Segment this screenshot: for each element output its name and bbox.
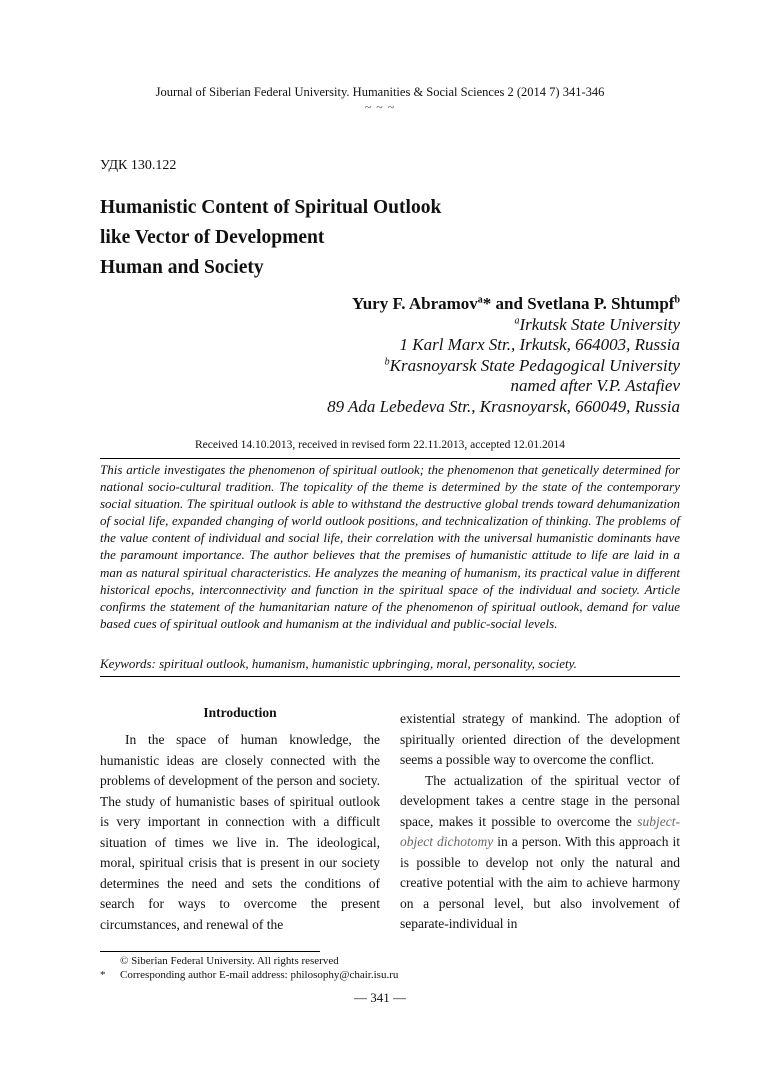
author-1: Yury F. Abramov xyxy=(352,294,478,313)
author-1-sup: a xyxy=(477,294,483,306)
page-number: — 341 — xyxy=(354,990,406,1005)
affiliation-a-name: Irkutsk State University xyxy=(519,314,680,334)
footnote-star: * xyxy=(100,969,106,981)
paragraph-2-start: The actualization of the spiritual vector of development takes a centre stage in the personal space, makes it possible to overcome the xyxy=(400,772,680,829)
title-line-1: Humanistic Content of Spiritual Outlook xyxy=(100,197,442,218)
footnote-rule xyxy=(100,951,320,952)
corresponding-author-footnote: Corresponding author E-mail address: philosophy@chair.isu.ru xyxy=(120,969,399,981)
keywords: Keywords: spiritual outlook, humanism, humanistic upbringing, moral, personality, society. xyxy=(100,656,577,671)
udk-code: УДК 130.122 xyxy=(100,158,177,173)
right-column-paragraph-2 xyxy=(400,771,680,935)
affiliation-b-address: 89 Ada Lebedeva Str., Krasnoyarsk, 660049, Russia xyxy=(327,396,680,416)
left-column xyxy=(100,730,380,935)
copyright-footnote: © Siberian Federal University. All rights reserved xyxy=(120,955,339,967)
right-column-paragraph-1: existential strategy of mankind. The adoption of spiritually oriented direction of the development seems a possible way to overcome the conflict. xyxy=(400,711,680,767)
affiliation-a-sup: a xyxy=(514,314,520,326)
affiliation-a xyxy=(327,315,680,336)
header-ornament: ~ ~ ~ xyxy=(364,100,396,114)
highlighted-term: subject-object dichotomy xyxy=(400,813,680,849)
abstract: This article investigates the phenomenon of spiritual outlook; the phenomenon that genetically determined for national socio-cultural tradition. The topicality of the theme is determined by the state of the contemporary social situation. The spiritual outlook is able to withstand the destructive global trends toward dehumanization of social life, expanded changing of world outlook positions, and technicalization of thinking. The problems of the value content of individual and social life, their correlation with the universal humanistic dominants have the paramount importance. The author believes that the premises of humanistic attitude to life are laid in a man as natural spiritual characteristics. He analyzes the meaning of humanism, its practical value in different historical epochs, interconnectivity and function in the spiritual space of the individual and society. Article confirms the statement of the humanitarian nature of the phenomenon of spiritual outlook, demand for value based cues of spiritual outlook and humanism at the individual and public-social levels. xyxy=(100,462,680,631)
authors-block xyxy=(327,294,680,417)
affiliation-a-address: 1 Karl Marx Str., Irkutsk, 664003, Russia xyxy=(399,335,680,354)
author-names xyxy=(327,294,680,315)
article-title xyxy=(100,193,441,283)
corresponding-mark: * xyxy=(482,294,492,313)
title-line-2: like Vector of Development xyxy=(100,227,325,248)
affiliation-b-sup: b xyxy=(384,355,390,367)
affiliation-b-name: Krasnoyarsk State Pedagogical University xyxy=(389,355,680,375)
journal-header: Journal of Siberian Federal University. Humanities & Social Sciences 2 (2014 7) 341-346 xyxy=(155,85,605,99)
introduction-heading: Introduction xyxy=(203,705,277,720)
affiliation-b xyxy=(327,356,680,377)
left-column-paragraph: In the space of human knowledge, the humanistic ideas are closely connected with the problems of development of the person and society. The study of humanistic bases of spiritual outlook is very important in connection with a difficult situation of times we live in. The ideological, moral, spiritual crisis that is present in our society determines the need and sets the conditions of search for ways to overcome the present circumstances, and renewal of the xyxy=(100,732,380,932)
author-2: Svetlana P. Shtumpf xyxy=(527,294,675,313)
received-dates: Received 14.10.2013, received in revised form 22.11.2013, accepted 12.01.2014 xyxy=(194,439,566,451)
title-line-3: Human and Society xyxy=(100,257,264,278)
paragraph-2-end: in a person. With this approach it is possible to develop not only the natural and creative potential with the aim to achieve harmony on a personal level, but also involvement of separate-individual in xyxy=(400,834,680,931)
abstract-bottom-rule xyxy=(100,676,680,677)
right-column xyxy=(400,709,680,935)
affiliation-b-name-2: named after V.P. Astafiev xyxy=(510,376,680,395)
abstract-top-rule xyxy=(100,458,680,459)
author-2-sup: b xyxy=(674,294,680,306)
author-conjunction: and xyxy=(491,294,528,313)
